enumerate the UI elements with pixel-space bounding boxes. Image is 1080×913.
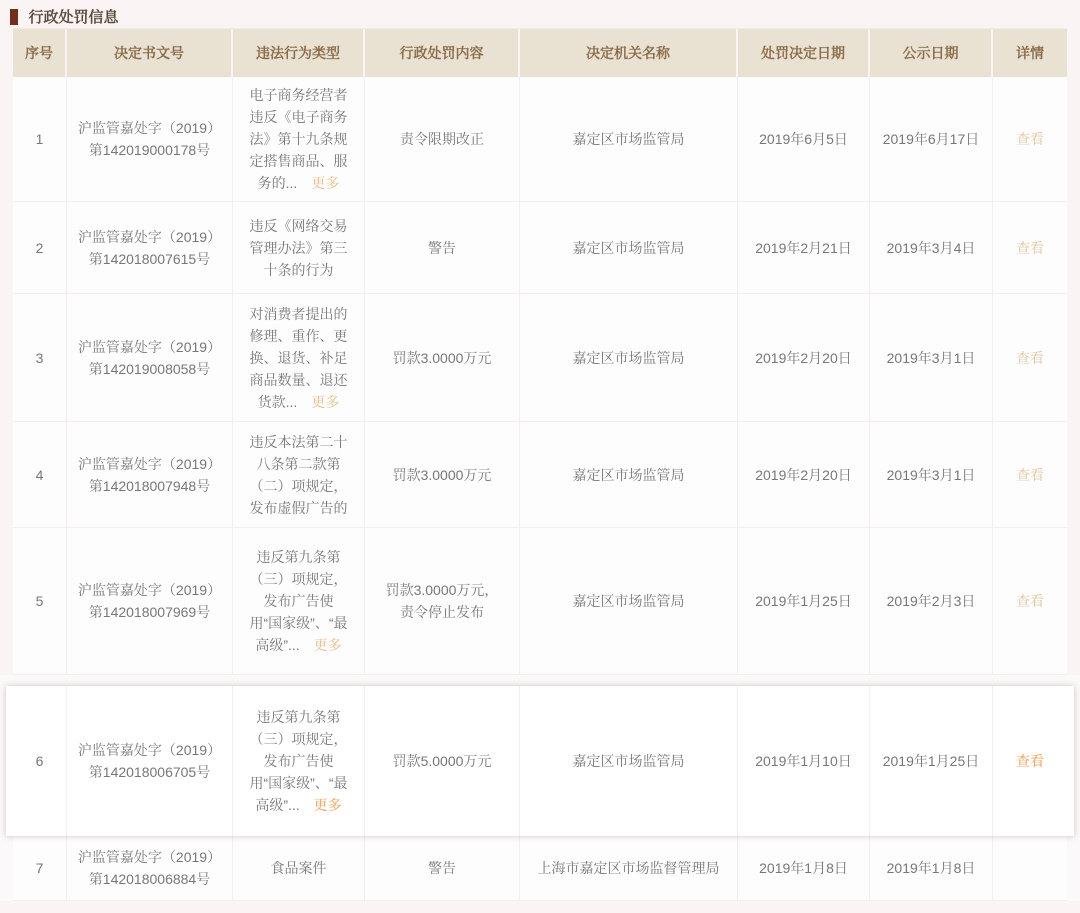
stitched-block [13, 836, 1067, 901]
cell-violation [233, 686, 365, 836]
table-row [13, 836, 1067, 901]
more-link[interactable]: 更多 [313, 797, 342, 813]
cell-index: 2 [13, 202, 67, 294]
cell-authority: 嘉定区市场监管局 [520, 77, 738, 202]
cell-violation [233, 202, 365, 294]
cell-decision-date: 2019年2月21日 [738, 202, 870, 294]
table-row [13, 77, 1067, 202]
cell-authority: 嘉定区市场监管局 [520, 528, 738, 675]
table-row [13, 686, 1067, 836]
cell-detail [993, 528, 1067, 675]
cell-publish-date: 2019年1月8日 [870, 836, 993, 901]
col-header-authority: 决定机关名称 [520, 29, 738, 77]
cell-authority: 嘉定区市场监管局 [520, 202, 738, 294]
view-link[interactable]: 查看 [1016, 466, 1044, 483]
cell-publish-date: 2019年3月1日 [870, 294, 993, 422]
cell-doc-no: 沪监管嘉处字（2019）第142018006705号 [67, 686, 233, 836]
more-link[interactable]: 更多 [311, 175, 340, 191]
cell-decision-date: 2019年6月5日 [738, 77, 870, 202]
violation-text: 违反《网络交易管理办法》第三十条的行为 [249, 217, 348, 278]
cell-decision-date: 2019年1月10日 [738, 686, 870, 836]
table-row [13, 294, 1067, 422]
col-header-violation: 违法行为类型 [233, 29, 365, 77]
cell-penalty: 罚款3.0000万元 [365, 294, 520, 422]
title-accent-bar-icon [10, 9, 18, 25]
cell-doc-no: 沪监管嘉处字（2019）第142018007969号 [67, 528, 233, 675]
violation-text: 对消费者提出的修理、重作、更换、退货、补足商品数量、退还货款... [249, 305, 348, 410]
penalty-table-lower [0, 675, 1080, 901]
view-link[interactable]: 查看 [1016, 753, 1044, 769]
cell-doc-no: 沪监管嘉处字（2019）第142019000178号 [67, 77, 233, 202]
violation-text: 电子商务经营者违反《电子商务法》第十九条规定搭售商品、服务的... [249, 87, 348, 191]
cell-penalty: 警告 [365, 836, 520, 901]
cell-authority: 嘉定区市场监管局 [520, 294, 738, 422]
cell-authority: 嘉定区市场监管局 [520, 422, 738, 528]
cell-index: 4 [13, 422, 67, 528]
violation-text: 违反第九条第（三）项规定，发布广告使用“国家级”、“最高级”... [249, 709, 348, 813]
cell-publish-date: 2019年6月17日 [870, 77, 993, 202]
cell-violation [233, 528, 365, 675]
cell-violation [233, 294, 365, 422]
view-link[interactable]: 查看 [1016, 239, 1044, 256]
cell-doc-no: 沪监管嘉处字（2019）第142019008058号 [67, 294, 233, 422]
cell-publish-date: 2019年1月25日 [870, 686, 993, 836]
cell-penalty: 警告 [365, 202, 520, 294]
col-header-publish-date: 公示日期 [870, 29, 993, 77]
cell-detail [993, 686, 1067, 836]
col-header-index: 序号 [13, 29, 67, 77]
view-link[interactable]: 查看 [1016, 349, 1044, 366]
cell-detail [993, 202, 1067, 294]
cell-violation [233, 77, 365, 202]
cell-detail [993, 836, 1067, 901]
col-header-doc-no: 决定书文号 [67, 29, 233, 77]
stitched-block [6, 686, 1074, 836]
section-header [0, 0, 1080, 28]
more-link[interactable]: 更多 [311, 393, 340, 410]
cell-index: 1 [13, 77, 67, 202]
cell-doc-no: 沪监管嘉处字（2019）第142018006884号 [67, 836, 233, 901]
cell-authority: 上海市嘉定区市场监督管理局 [520, 836, 738, 901]
table-row [13, 528, 1067, 675]
col-header-decision-date: 处罚决定日期 [738, 29, 870, 77]
more-link[interactable]: 更多 [313, 637, 342, 653]
violation-text: 违反本法第二十八条第二款第（二）项规定，发布虚假广告的 [249, 433, 348, 516]
col-header-detail: 详情 [993, 29, 1067, 77]
cell-penalty: 罚款3.0000万元，责令停止发布 [365, 528, 520, 675]
cell-index: 3 [13, 294, 67, 422]
cell-detail [993, 77, 1067, 202]
violation-text: 违反第九条第（三）项规定，发布广告使用“国家级”、“最高级”... [249, 549, 348, 653]
cell-publish-date: 2019年2月3日 [870, 528, 993, 675]
cell-publish-date: 2019年3月4日 [870, 202, 993, 294]
cell-doc-no: 沪监管嘉处字（2019）第142018007615号 [67, 202, 233, 294]
view-link[interactable]: 查看 [1016, 131, 1044, 147]
cell-detail [993, 294, 1067, 422]
cell-violation [233, 422, 365, 528]
violation-text: 食品案件 [270, 860, 327, 876]
cell-decision-date: 2019年2月20日 [738, 422, 870, 528]
cell-penalty: 责令限期改正 [365, 77, 520, 202]
cell-authority: 嘉定区市场监管局 [520, 686, 738, 836]
cell-penalty: 罚款3.0000万元 [365, 422, 520, 528]
cell-doc-no: 沪监管嘉处字（2019）第142018007948号 [67, 422, 233, 528]
view-link[interactable]: 查看 [1016, 593, 1044, 609]
cell-decision-date: 2019年2月20日 [738, 294, 870, 422]
table-row [13, 422, 1067, 528]
col-header-penalty: 行政处罚内容 [365, 29, 520, 77]
cell-index: 5 [13, 528, 67, 675]
cell-publish-date: 2019年3月1日 [870, 422, 993, 528]
cell-decision-date: 2019年1月25日 [738, 528, 870, 675]
cell-violation [233, 836, 365, 901]
cell-penalty: 罚款5.0000万元 [365, 686, 520, 836]
penalty-table-upper [13, 28, 1067, 675]
cell-index: 7 [13, 836, 67, 901]
cell-index: 6 [13, 686, 67, 836]
table-header-row [13, 29, 1067, 77]
page-title: 行政处罚信息 [28, 9, 119, 26]
cell-decision-date: 2019年1月8日 [738, 836, 870, 901]
table-row [13, 202, 1067, 294]
cell-detail [993, 422, 1067, 528]
